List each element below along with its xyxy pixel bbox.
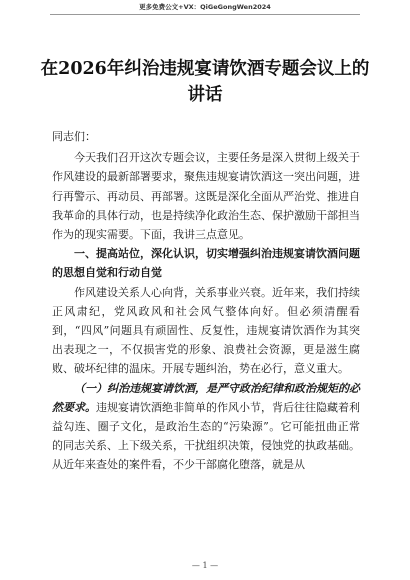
page-number: — 1 — (191, 561, 219, 570)
page-header: 更多免费公文+VX：QiGeGongWen2024 (139, 3, 271, 11)
intro-paragraph: 今天我们召开这次专题会议，主要任务是深入贯彻上级关于作风建设的最新部署要求，聚焦违规宴请饮酒这一突出问题，进行再警示、再动员、再部署。这既是深化全面从严治党、推进自我革命的具体行动，也是持续净化政治生态、保护激励干部担当作为的现实需要。下面，我讲三点意见。 (52, 151, 360, 242)
subsection-lead: （一）纠治违规宴请饮酒，是严守政治纪律和政治规矩的必然要求。 (52, 381, 360, 414)
document-body (52, 127, 360, 475)
section-heading: 一、提高站位，深化认识，切实增强纠治违规宴请饮酒问题的思想自觉和行动自觉 (52, 247, 360, 280)
salutation: 同志们： (52, 130, 96, 143)
subsection-paragraph (52, 379, 360, 475)
section-paragraph: 作风建设关系人心向背，关系事业兴衰。近年来，我们持续正风肃纪，党风政风和社会风气整体向好。但必须清醒看到，“四风”问题具有顽固性、反复性，违规宴请饮酒作为其突出表现之一，不仅损害党的形象、浪费社会资源，更是滋生腐败、破坏纪律的温床。开展专题纠治，势在必行，意义重大。 (52, 285, 360, 376)
header-divider (50, 14, 360, 15)
subsection-text: 违规宴请饮酒绝非简单的作风小节，背后往往隐藏着利益勾连、圈子文化，是政治生态的“污染源”。它可能扭曲正常的同志关系、上下级关系，干扰组织决策，侵蚀党的执政基础。从近年来查处的案件看，不少干部腐化堕落，就是从 (52, 400, 360, 472)
document-title: 在2026年纠治违规宴请饮酒专题会议上的讲话 (40, 59, 370, 105)
